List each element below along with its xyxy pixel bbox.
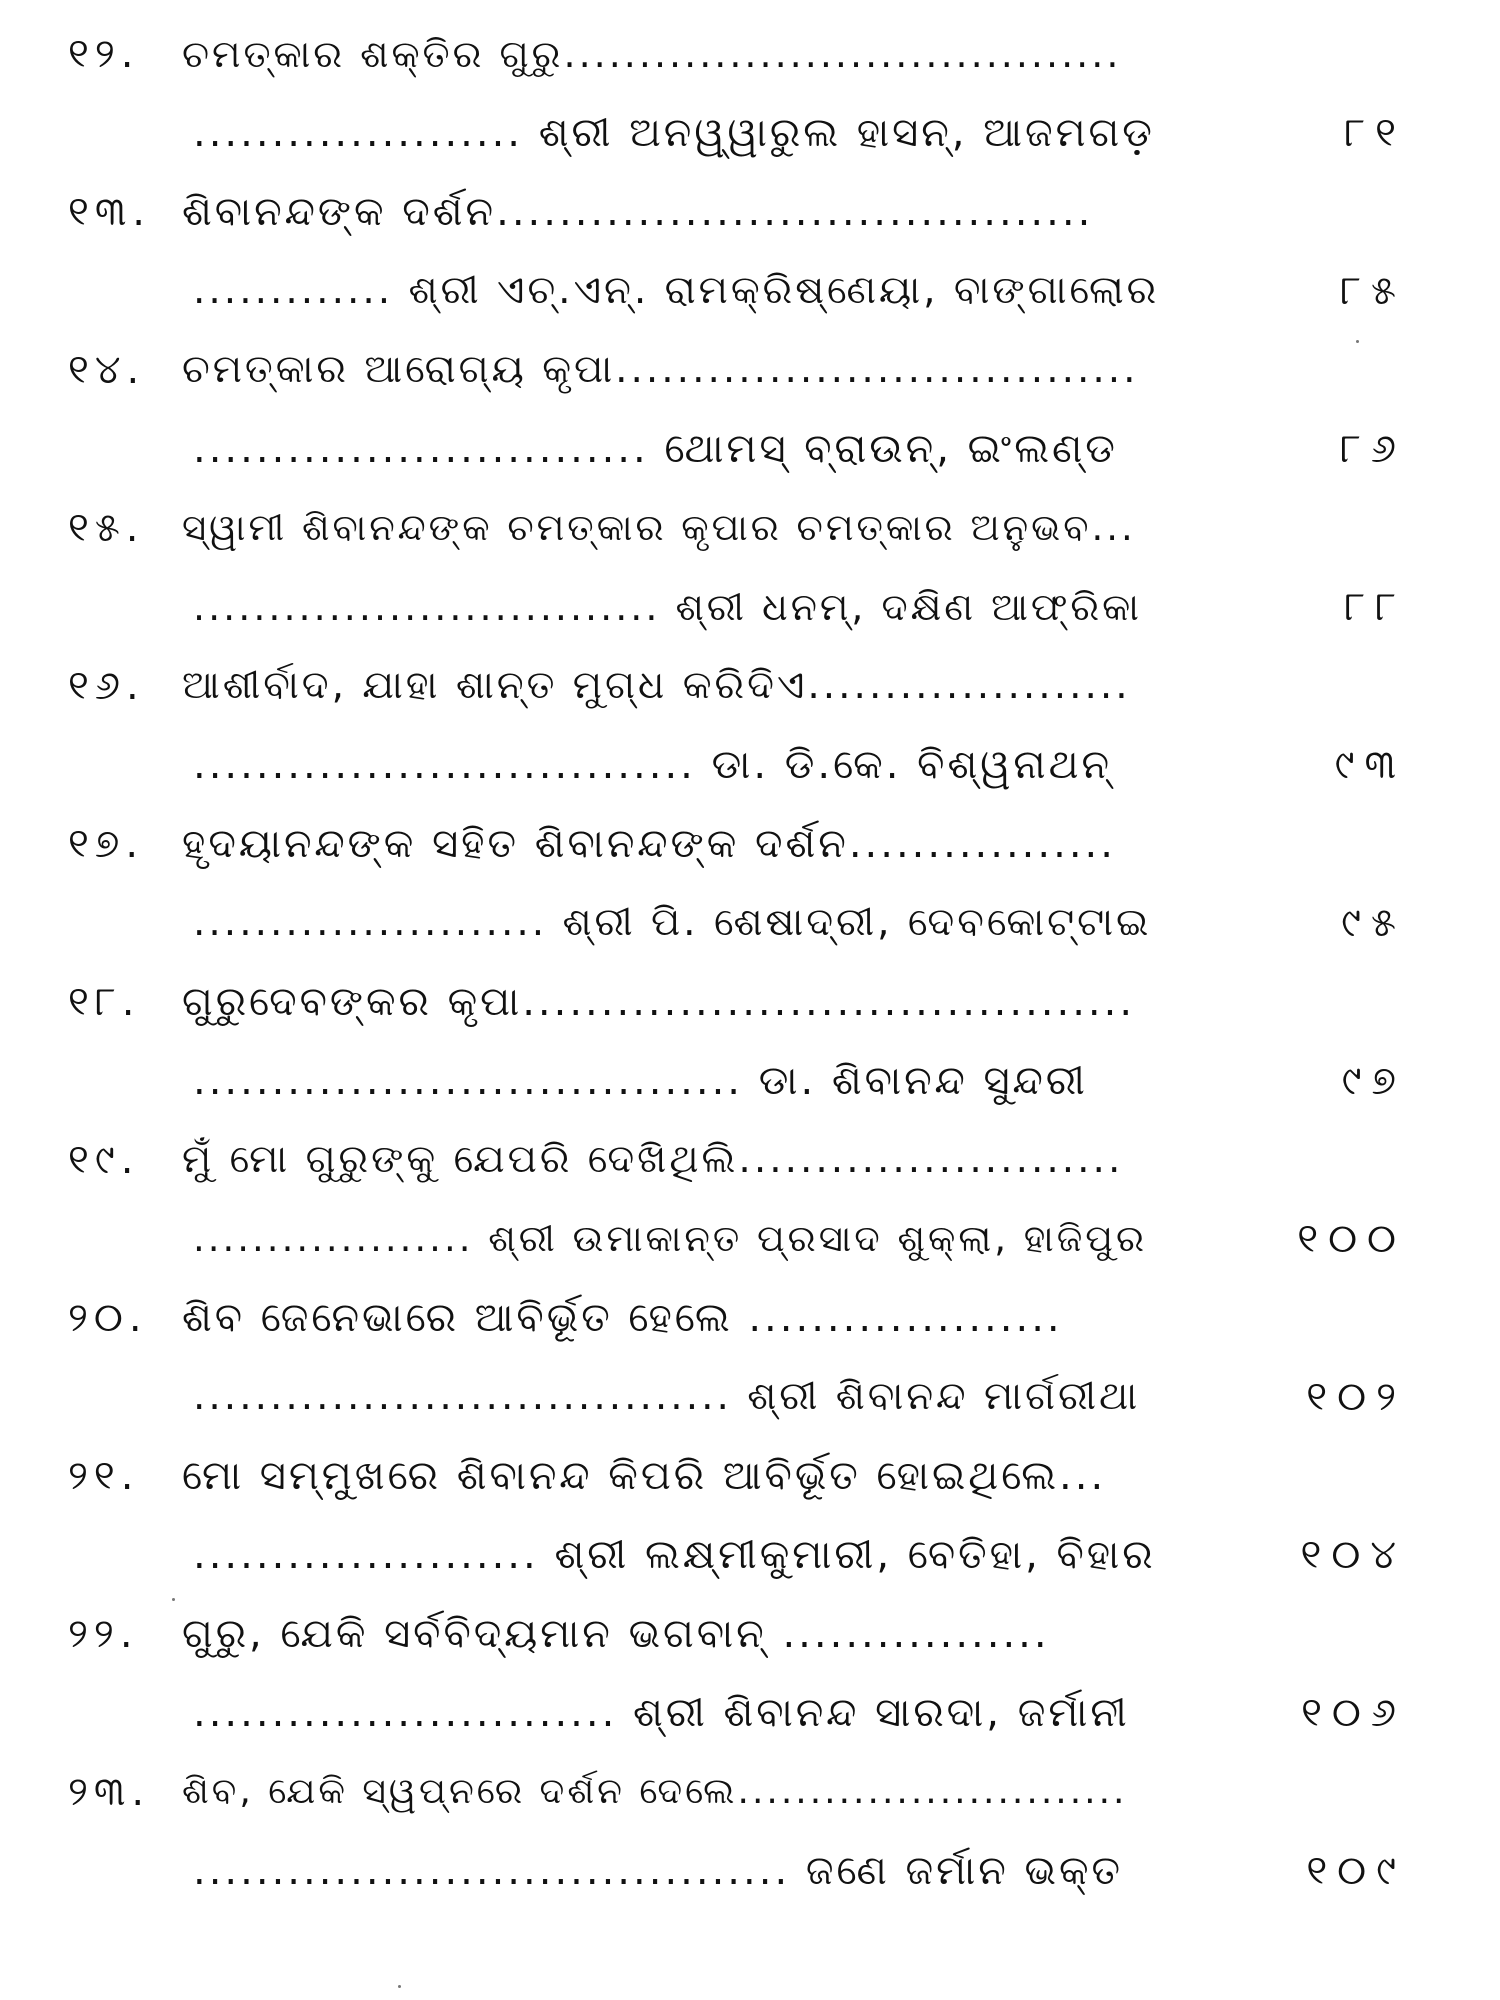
- toc-author-line: [0, 1841, 1500, 1901]
- page-number: ୧୦୨: [1306, 1374, 1406, 1420]
- entry-title: ଗୁରୁ, ଯେକି ସର୍ବବିଦ୍ୟମାନ ଭଗବାନ୍ .................: [182, 1611, 1050, 1657]
- toc-entry: [0, 474, 1500, 632]
- toc-author-line: [0, 1209, 1500, 1269]
- toc-title-line: [0, 498, 1500, 558]
- entry-title: ସ୍ୱାମୀ ଶିବାନନ୍ଦଙ୍କ ଚମତ୍କାର କୃପାର ଚମତ୍କାର ଅନୁଭବ...: [182, 506, 1136, 549]
- toc-entry: [0, 158, 1500, 316]
- entry-title: ଚମତ୍କାର ଆରୋଗ୍ୟ କୃପା..................................: [182, 347, 1139, 392]
- toc-title-line: [0, 1446, 1500, 1506]
- toc-title-line: [0, 972, 1500, 1032]
- toc-entry: [0, 948, 1500, 1106]
- entry-number: ୧୪.: [68, 347, 146, 393]
- entry-author: ...................................... ଜଣେ ଜର୍ମାନ ଭକ୍ତ: [193, 1848, 1124, 1894]
- entry-title: ଚମତ୍କାର ଶକ୍ତିର ଗୁରୁ.....................................: [182, 32, 1122, 76]
- toc-title-line: [0, 1604, 1500, 1664]
- toc-title-line: [0, 340, 1500, 400]
- page-number: ୧୦୯: [1306, 1848, 1406, 1894]
- toc-author-line: [0, 1051, 1500, 1111]
- toc-title-line: [0, 1762, 1500, 1822]
- toc-author-line: [0, 893, 1500, 953]
- page-number: ୧୦୪: [1300, 1532, 1406, 1578]
- entry-author: ................................... ଡା. ଶିବାନନ୍ଦ ସୁନ୍ଦରୀ: [193, 1058, 1088, 1104]
- toc-author-line: [0, 577, 1500, 637]
- entry-author: ........................... ଶ୍ରୀ ଶିବାନନ୍ଦ ସାରଦା, ଜର୍ମାନୀ: [193, 1690, 1130, 1736]
- toc-author-line: [0, 1683, 1500, 1743]
- entry-title: ମୋ ସମ୍ମୁଖରେ ଶିବାନନ୍ଦ କିପରି ଆବିର୍ଭୂତ ହୋଇଥିଲେ...: [182, 1453, 1107, 1499]
- page-number: ୮୫: [1340, 268, 1406, 314]
- paper-speck: [172, 1598, 175, 1601]
- entry-author: ............................. ଥୋମସ୍ ବ୍ରାଉନ୍, ଇଂଲଣ୍ଡ: [193, 426, 1118, 472]
- toc-title-line: [0, 814, 1500, 874]
- toc-title-line: [0, 656, 1500, 716]
- paper-speck: [398, 1985, 401, 1988]
- entry-number: ୨୩.: [68, 1769, 151, 1815]
- toc-entry: [0, 1738, 1500, 1896]
- page-number: ୯୫: [1341, 900, 1406, 946]
- entry-number: ୨୧.: [68, 1453, 140, 1499]
- toc-title-line: [0, 24, 1500, 84]
- toc-entry: [0, 1264, 1500, 1422]
- entry-number: ୧୫.: [68, 505, 145, 551]
- page-number: ୮୧: [1344, 110, 1406, 156]
- entry-author: ............. ଶ୍ରୀ ଏଚ୍.ଏନ୍. ରାମକ୍ରିଷ୍ଣେୟା, ବାଙ୍ଗାଲୋର: [193, 268, 1160, 313]
- toc-entry: [0, 316, 1500, 474]
- toc-title-line: [0, 1130, 1500, 1190]
- page-number: ୯୩: [1334, 742, 1406, 788]
- page-number: ୯୭: [1341, 1058, 1406, 1104]
- entry-title: ଆଶୀର୍ବାଦ, ଯାହା ଶାନ୍ତ ମୁଗ୍ଧ କରିଦିଏ.....................: [182, 663, 1131, 708]
- entry-author: ....................... ଶ୍ରୀ ପି. ଶେଷାଦ୍ରୀ, ଦେବକୋଟ୍ଟାଇ: [193, 900, 1152, 945]
- toc-entry: [0, 790, 1500, 948]
- toc-title-line: [0, 182, 1500, 242]
- paper-speck: [1356, 340, 1359, 343]
- toc-entry: [0, 1580, 1500, 1738]
- page-number: ୧୦୬: [1301, 1690, 1406, 1736]
- toc-title-line: [0, 1288, 1500, 1348]
- toc-entry: [0, 1106, 1500, 1264]
- entry-author: ................... ଶ୍ରୀ ଉମାକାନ୍ତ ପ୍ରସାଦ ଶୁକ୍ଲା, ହାଜିପୁର: [193, 1217, 1148, 1260]
- entry-author: ..................... ଶ୍ରୀ ଅନୱ୍ୱାରୁଲ ହାସନ୍, ଆଜମଗଡ଼: [193, 110, 1155, 156]
- page-number: ୧୦୦: [1297, 1216, 1406, 1262]
- entry-title: ଗୁରୁଦେବଙ୍କର କୃପା.......................................: [182, 979, 1136, 1025]
- toc-entry: [0, 1422, 1500, 1580]
- entry-number: ୧୩.: [68, 189, 151, 235]
- entry-title: ହୃଦୟାନନ୍ଦଙ୍କ ସହିତ ଶିବାନନ୍ଦଙ୍କ ଦର୍ଶନ.................: [182, 821, 1116, 867]
- entry-author: ...................... ଶ୍ରୀ ଲକ୍ଷ୍ମୀକୁମାରୀ, ବେତିହା, ବିହାର: [193, 1532, 1156, 1578]
- page-number: ୮୮: [1344, 584, 1406, 630]
- entry-number: ୨୨.: [68, 1611, 139, 1657]
- entry-author: ................................... ଶ୍ରୀ ଶିବାନନ୍ଦ ମାର୍ଗରୀଥା: [193, 1374, 1141, 1419]
- toc-author-line: [0, 1367, 1500, 1427]
- entry-title: ଶିବାନନ୍ଦଙ୍କ ଦର୍ଶନ......................................: [182, 189, 1094, 235]
- entry-title: ଶିବ ଜେନେଭାରେ ଆବିର୍ଭୂତ ହେଲେ ....................: [182, 1295, 1063, 1341]
- entry-number: ୧୯.: [68, 1137, 140, 1183]
- toc-author-line: [0, 735, 1500, 795]
- entry-title: ମୁଁ ମୋ ଗୁରୁଙ୍କୁ ଯେପରି ଦେଖିଥିଲି.........................: [182, 1137, 1124, 1182]
- entry-title: ଶିବ, ଯେକି ସ୍ୱପ୍ନରେ ଦର୍ଶନ ଦେଲେ...........................: [182, 1771, 1128, 1812]
- entry-author: ............................... ଶ୍ରୀ ଧନମ୍, ଦକ୍ଷିଣ ଆଫ୍ରିକା: [193, 585, 1142, 629]
- entry-author: ................................ ଡା. ଡି.କେ. ବିଶ୍ୱନାଥନ୍: [193, 742, 1113, 788]
- toc-author-line: [0, 1525, 1500, 1585]
- entry-number: ୧୭.: [68, 821, 145, 867]
- toc-author-line: [0, 419, 1500, 479]
- entry-number: ୧୬.: [68, 663, 145, 709]
- toc-author-line: [0, 103, 1500, 163]
- entry-number: ୧୮.: [68, 979, 141, 1025]
- toc-entry: [0, 0, 1500, 158]
- entry-number: ୨୦.: [68, 1295, 148, 1341]
- entry-number: ୧୨.: [68, 31, 140, 77]
- toc-author-line: [0, 261, 1500, 321]
- page-number: ୮୬: [1340, 426, 1406, 472]
- toc-entry: [0, 632, 1500, 790]
